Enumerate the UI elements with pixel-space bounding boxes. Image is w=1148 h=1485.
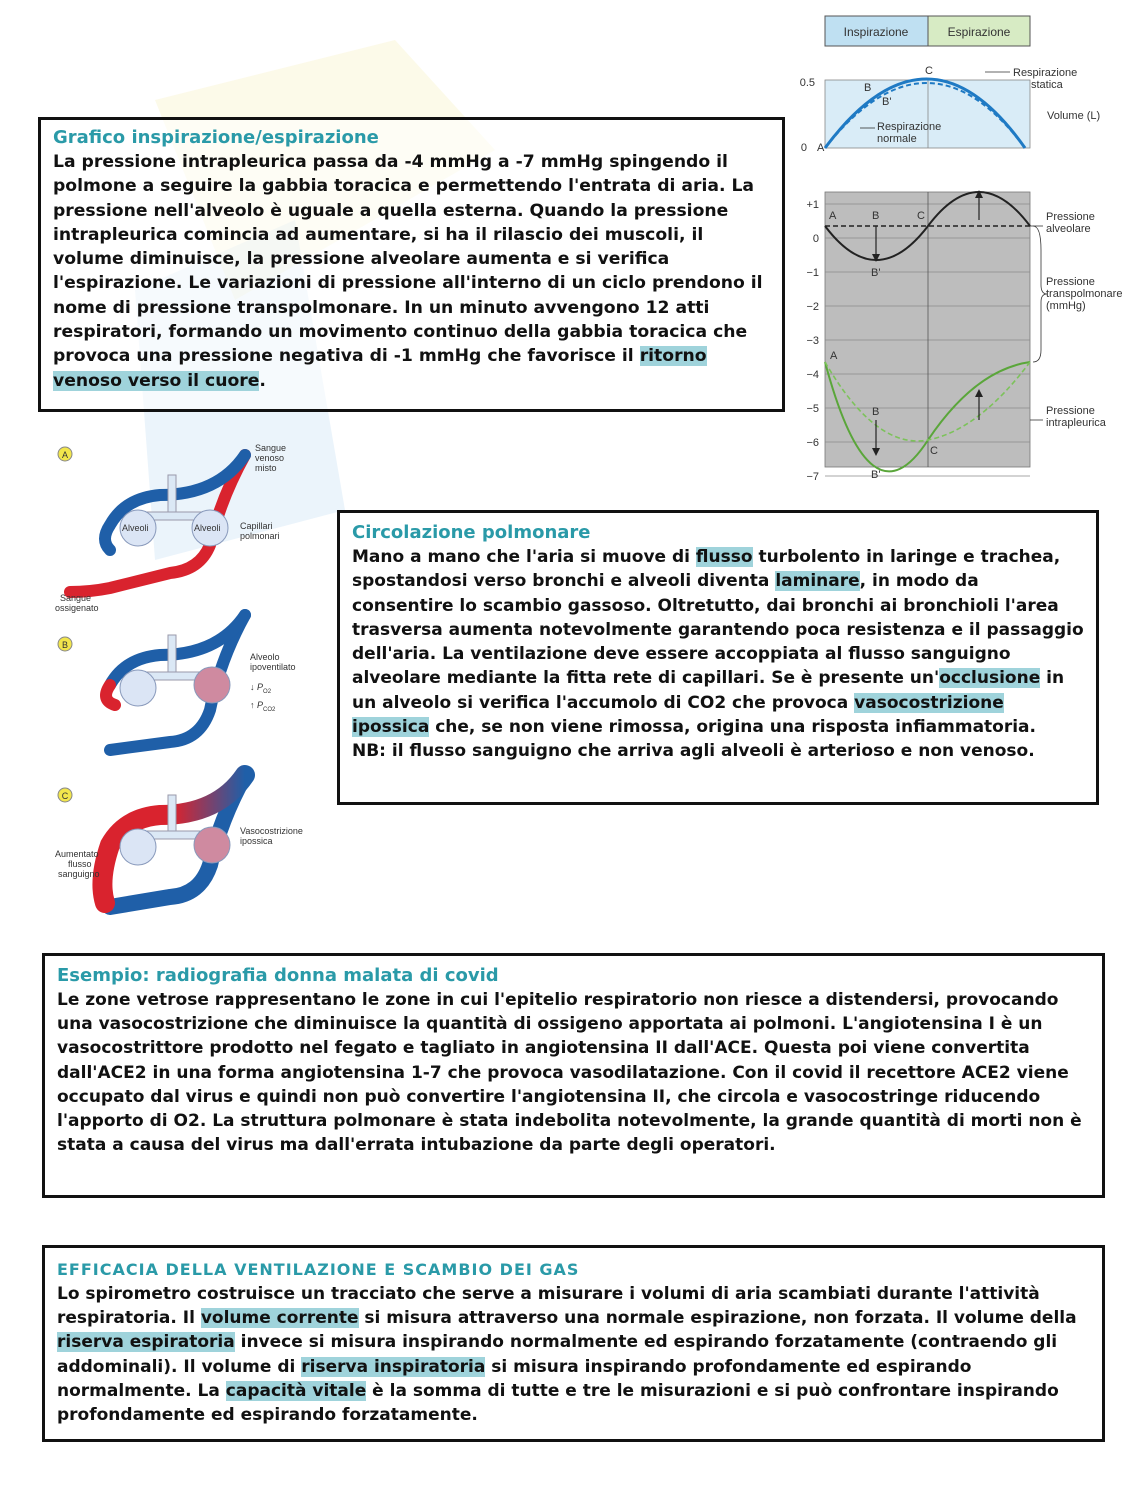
svg-text:Pressione: Pressione	[1046, 211, 1095, 223]
svg-text:venoso: venoso	[255, 453, 285, 463]
panel-b	[58, 615, 296, 750]
svg-text:Volume (L): Volume (L)	[1047, 110, 1101, 122]
note-box-breathing-graph	[38, 117, 785, 412]
svg-text:transpolmonare: transpolmonare	[1046, 288, 1123, 300]
legend-inspiration: Inspirazione	[843, 25, 909, 39]
svg-text:intrapleurica: intrapleurica	[1046, 417, 1106, 429]
svg-text:C: C	[930, 445, 938, 457]
svg-text:C: C	[917, 210, 925, 222]
svg-text:C: C	[61, 791, 69, 801]
section-title: Grafico inspirazione/espirazione	[53, 127, 379, 148]
svg-text:A: A	[817, 142, 825, 154]
pressure-tick-label: 0	[812, 233, 819, 245]
section-title: EFFICACIA DELLA VENTILAZIONE E SCAMBIO DEI GAS	[57, 1260, 580, 1279]
svg-text:C: C	[925, 65, 933, 77]
note-box-covid-example	[42, 953, 1105, 1198]
svg-text:alveolare: alveolare	[1046, 223, 1091, 235]
section-title: Esempio: radiografia donna malata di covid	[57, 965, 499, 986]
svg-text:B: B	[864, 82, 872, 94]
svg-text:A: A	[61, 450, 69, 460]
svg-text:↑ PCO2: ↑ $P_{CO2}$	[250, 700, 276, 713]
svg-text:Respirazione: Respirazione	[877, 121, 942, 133]
section-text: Le zone vetrose rappresentano le zone in cui l'epitelio respiratorio non riesce a distendersi, provocando una vasocostrizione che diminuisce la quantità di ossigeno apportata ai polmoni. L'angiotensina I è un vasocostrittore prodotto nel fegato e tagliato in angiotensina II dall'ACE. Questa poi viene convertita dall'ACE2 in una forma angiotensina 1-7 che provoca vasodilatazione. Con il covid il recettore ACE2 viene occupato dal virus e quindi non può convertire l'angiotensina II, che circola e vasocostringe riducendo l'apporto di O2. La struttura polmonare è stata indebolita notevolmente, la grande quantità di morti non è stata a causa del virus ma dall'errata intubazione da parte degli operatori.	[57, 990, 1082, 1156]
svg-text:statica: statica	[1031, 79, 1063, 91]
pressure-tick-label: −5	[806, 403, 819, 415]
svg-text:B': B'	[882, 96, 892, 108]
panel-c	[55, 775, 303, 907]
section-note: NB: il flusso sanguigno che arriva agli alveoli è arterioso e non venoso.	[352, 741, 1035, 762]
svg-text:(mmHg): (mmHg)	[1046, 300, 1086, 312]
section-text: La pressione intrapleurica passa da -4 mmHg a -7 mmHg spingendo il polmone a seguire la gabbia toracica e permettendo l'entrata di aria. La pressione nell'alveolo è uguale a quella esterna. Quando la pressione intrapleurica comincia ad aumentare, si ha il rilascio dei muscoli, il volume diminuisce, la pressione alveolare aumenta e si verifica l'espirazione. Le variazioni di pressione all'interno di un ciclo prendono il nome di pressione transpolmonare. In un minuto avvengono 12 atti respiratori, formando un movimento continuo della gabbia toracica che provoca una pressione negativa di -1 mmHg che favorisce il ritorno venoso verso il cuore.	[53, 152, 763, 391]
svg-text:Alveoli: Alveoli	[194, 523, 221, 533]
svg-text:ossigenato: ossigenato	[55, 603, 99, 613]
svg-text:0: 0	[800, 142, 807, 154]
svg-text:Pressione: Pressione	[1046, 276, 1095, 288]
svg-text:normale: normale	[877, 133, 917, 145]
svg-text:ipossica: ipossica	[240, 836, 273, 846]
svg-text:Aumentato: Aumentato	[55, 849, 99, 859]
pressure-tick-label: −3	[806, 335, 819, 347]
svg-text:B: B	[872, 210, 880, 222]
svg-text:sanguigno: sanguigno	[58, 869, 100, 879]
svg-text:B': B'	[871, 469, 881, 481]
note-box-ventilation-efficacy	[42, 1245, 1105, 1442]
pressure-tick-label: −1	[806, 267, 819, 279]
svg-text:A: A	[829, 210, 837, 222]
section-title: Circolazione polmonare	[352, 522, 591, 543]
note-box-pulmonary-circulation	[337, 510, 1099, 805]
svg-text:B: B	[61, 640, 69, 650]
svg-text:polmonari: polmonari	[240, 531, 280, 541]
svg-text:misto: misto	[255, 463, 277, 473]
pressure-tick-label: −4	[806, 369, 819, 381]
pressure-tick-label: −2	[806, 301, 819, 313]
legend-expiration: Espirazione	[947, 25, 1011, 39]
svg-text:Alveolo: Alveolo	[250, 652, 280, 662]
svg-text:↓ PO2: ↓ $P_{O2}$	[250, 682, 272, 695]
svg-text:B': B'	[871, 267, 881, 279]
svg-text:ipoventilato: ipoventilato	[250, 662, 296, 672]
svg-text:Sangue: Sangue	[60, 593, 92, 603]
pressure-tick-label: −7	[806, 471, 819, 483]
panel-a	[55, 443, 286, 613]
pulmonary-circulation-diagram	[50, 440, 330, 920]
svg-text:Vasocostrizione: Vasocostrizione	[240, 826, 303, 836]
svg-text:Alveoli: Alveoli	[122, 523, 149, 533]
pressure-tick-label: −6	[806, 437, 819, 449]
section-text: Mano a mano che l'aria si muove di flusso turbolento in laringe e trachea, spostandosi verso bronchi e alveoli diventa laminare, in modo da consentire lo scambio gassoso. Oltretutto, dai bronchi ai bronchioli l'area trasversa aumenta notevolmente garantendo poca resistenza e il passaggio dell'aria. La ventilazione deve essere accoppiata al flusso sanguigno alveolare mediante la fitta rete di capillari. Se è presente un'occlusione in un alveolo si verifica l'accumolo di CO2 che provoca vasocostrizione ipossica che, se non viene rimossa, origina una risposta infiammatoria.	[352, 547, 1084, 738]
svg-text:Respirazione: Respirazione	[1013, 67, 1078, 79]
svg-text:B: B	[872, 406, 880, 418]
pressure-volume-diagram	[785, 10, 1140, 490]
section-text: Lo spirometro costruisce un tracciato che serve a misurare i volumi di aria scambiati durante l'attività respiratoria. Il volume corrente si misura attraverso una normale espirazione, non forzata. Il volume della riserva espiratoria invece si misura inspirando normalmente ed espirando forzatamente (contraendo gli addominali). Il volume di riserva inspiratoria si misura inspirando profondamente ed espirando normalmente. La capacità vitale è la somma di tutte e tre le misurazioni e si può confrontare inspirando profondamente ed espirando forzatamente.	[57, 1284, 1077, 1426]
svg-text:A: A	[830, 350, 838, 362]
svg-text:0.5: 0.5	[799, 77, 815, 89]
svg-text:flusso: flusso	[68, 859, 92, 869]
svg-text:Sangue: Sangue	[255, 443, 287, 453]
pressure-tick-label: +1	[806, 199, 819, 211]
highlight: ritorno venoso verso il cuore	[53, 346, 707, 391]
svg-text:Capillari: Capillari	[240, 521, 273, 531]
svg-text:Pressione: Pressione	[1046, 405, 1095, 417]
